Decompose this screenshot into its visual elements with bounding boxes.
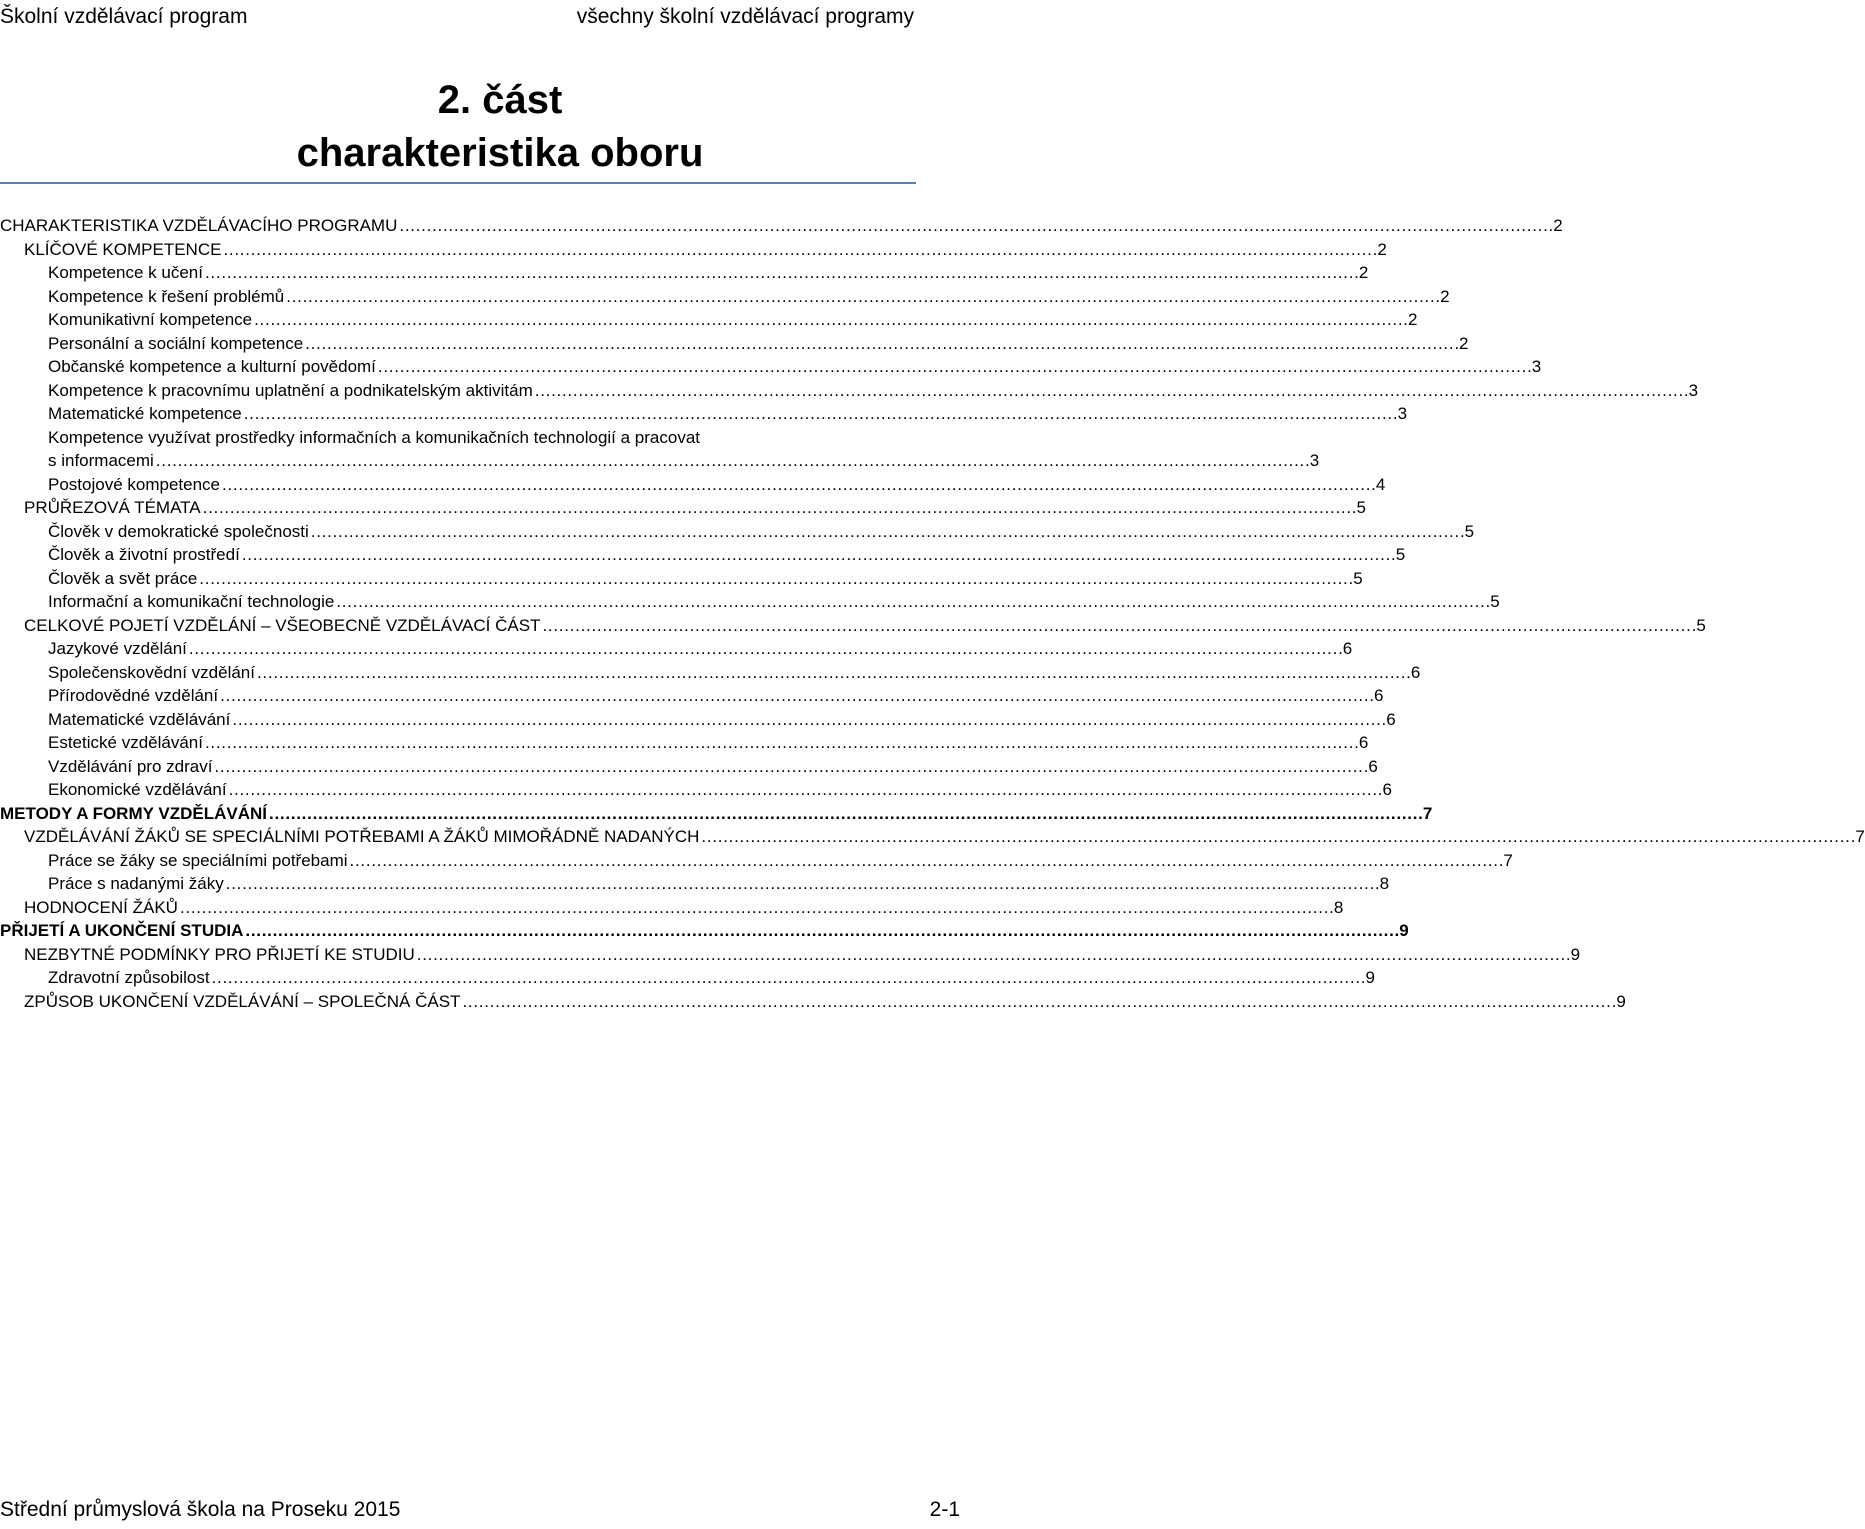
toc-page-number: 5 — [1353, 568, 1363, 588]
toc-entry[interactable] — [24, 238, 1387, 262]
toc-page-number: 4 — [1375, 474, 1386, 494]
toc-page-number: 6 — [1374, 686, 1384, 705]
toc-page-number: 3 — [1309, 451, 1320, 470]
page-footer — [0, 1495, 960, 1525]
toc-entry-text: Člověk v demokratické společnosti — [48, 521, 309, 541]
toc-dot-leader — [220, 684, 1372, 708]
toc-entry[interactable] — [24, 990, 1626, 1014]
toc-entry[interactable] — [48, 402, 1408, 426]
toc-page-number: 6 — [1386, 709, 1396, 729]
toc-page-number: 2 — [1553, 216, 1563, 235]
toc-dot-leader — [232, 708, 1384, 732]
toc-entry[interactable] — [48, 778, 1392, 802]
toc-page-number: 5 — [1395, 545, 1406, 564]
toc-entry-text: Estetické vzdělávání — [48, 733, 203, 752]
toc-page-number: 5 — [1490, 592, 1500, 611]
toc-entry[interactable] — [48, 379, 1699, 403]
toc-entry-text: ZPŮSOB UKONČENÍ VZDĚLÁVÁNÍ – SPOLEČNÁ ČÁST — [24, 991, 461, 1011]
toc-entry[interactable] — [48, 332, 1469, 356]
toc-entry[interactable] — [48, 731, 1369, 755]
toc-page-number: 3 — [1397, 404, 1408, 423]
toc-entry[interactable] — [48, 755, 1378, 779]
toc-page-number: 3 — [1531, 357, 1542, 376]
toc-dot-leader — [417, 943, 1569, 967]
toc-entry-text: PŘIJETÍ A UKONČENÍ STUDIA — [0, 921, 244, 940]
toc-page-number: 9 — [1616, 991, 1626, 1011]
toc-dot-leader — [205, 261, 1357, 285]
toc-dot-leader — [336, 590, 1488, 614]
toc-page-number: 9 — [1399, 921, 1409, 940]
toc-entry[interactable] — [48, 637, 1353, 661]
toc-page-number: 3 — [1688, 380, 1699, 400]
toc-page-number: 5 — [1356, 498, 1366, 517]
toc-dot-leader — [245, 919, 1397, 943]
toc-page-number: 2 — [1459, 333, 1469, 353]
toc-dot-leader — [305, 332, 1457, 356]
toc-entry-text: Jazykové vzdělání — [48, 639, 187, 658]
toc-page-number: 9 — [1365, 968, 1375, 987]
toc-entry[interactable] — [48, 590, 1500, 614]
toc-dot-leader — [311, 520, 1463, 544]
toc-entry[interactable] — [48, 567, 1363, 591]
toc-dot-leader — [229, 778, 1381, 802]
title-underline — [0, 182, 916, 184]
toc-entry[interactable] — [48, 543, 1406, 567]
toc-dot-leader — [350, 849, 1502, 873]
toc-entry-text: CELKOVÉ POJETÍ VZDĚLÁNÍ – VŠEOBECNĚ VZDĚLÁVACÍ ČÁST — [24, 615, 541, 635]
toc-dot-leader — [226, 872, 1378, 896]
toc-entry-text: VZDĚLÁVÁNÍ ŽÁKŮ SE SPECIÁLNÍMI POTŘEBAMI A ŽÁKŮ MIMOŘÁDNĚ NADANÝCH — [24, 827, 700, 846]
toc-entry[interactable] — [24, 943, 1581, 967]
toc-entry[interactable] — [24, 825, 1865, 849]
toc-dot-leader — [203, 496, 1355, 520]
toc-entry[interactable] — [24, 614, 1706, 638]
toc-entry[interactable] — [48, 684, 1384, 708]
toc-dot-leader — [244, 402, 1396, 426]
toc-dot-leader — [269, 802, 1421, 826]
toc-entry-text: HODNOCENÍ ŽÁKŮ — [24, 897, 178, 917]
header-left-text: Školní vzdělávací program — [0, 5, 248, 28]
toc-entry[interactable] — [24, 896, 1344, 920]
toc-entry-text: Práce s nadanými žáky — [48, 874, 224, 893]
toc-entry[interactable] — [0, 802, 1433, 826]
toc-entry[interactable] — [0, 214, 1563, 238]
toc-entry[interactable] — [48, 426, 1320, 473]
toc-entry[interactable] — [48, 355, 1542, 379]
table-of-contents — [0, 214, 1865, 1013]
toc-dot-leader — [199, 567, 1351, 591]
toc-entry-text: Občanské kompetence a kulturní povědomí — [48, 357, 376, 376]
toc-page-number: 6 — [1382, 780, 1392, 799]
toc-dot-leader — [214, 755, 1366, 779]
toc-entry-text: Informační a komunikační technologie — [48, 592, 335, 611]
title-line-2: charakteristika oboru — [296, 131, 704, 175]
toc-dot-leader — [378, 355, 1530, 379]
toc-dot-leader — [286, 285, 1438, 309]
toc-page-number: 6 — [1342, 639, 1353, 658]
toc-dot-leader — [180, 896, 1332, 920]
page-header — [0, 2, 960, 32]
toc-dot-leader — [542, 614, 1694, 638]
toc-entry-text: Společenskovědní vzdělání — [48, 662, 255, 682]
toc-entry-text: Přírodovědné vzdělání — [48, 686, 219, 705]
toc-dot-leader — [205, 731, 1357, 755]
toc-entry-text: Kompetence k učení — [48, 263, 203, 282]
toc-dot-leader — [535, 379, 1687, 403]
toc-entry[interactable] — [24, 496, 1366, 520]
toc-entry-text: Postojové kompetence — [48, 474, 220, 494]
toc-entry-text: Práce se žáky se speciálními potřebami — [48, 850, 348, 870]
toc-entry[interactable] — [48, 473, 1386, 497]
toc-dot-leader — [223, 238, 1375, 262]
toc-entry[interactable] — [0, 919, 1409, 943]
toc-entry-text: Komunikativní kompetence — [48, 310, 253, 329]
toc-entry-text: Člověk a životní prostředí — [48, 545, 240, 564]
toc-page-number: 8 — [1379, 874, 1390, 893]
toc-dot-leader — [189, 637, 1341, 661]
toc-dot-leader — [242, 543, 1394, 567]
toc-dot-leader — [212, 966, 1364, 990]
toc-entry-text: CHARAKTERISTIKA VZDĚLÁVACÍHO PROGRAMU — [0, 216, 398, 235]
toc-page-number: 7 — [1503, 850, 1513, 870]
header-right-text: všechny školní vzdělávací programy — [576, 5, 914, 28]
toc-dot-leader — [156, 449, 1308, 473]
toc-dot-leader — [462, 990, 1614, 1014]
toc-dot-leader — [222, 473, 1374, 497]
toc-entry-text: Personální a sociální kompetence — [48, 333, 304, 353]
toc-entry[interactable] — [48, 520, 1475, 544]
toc-entry-text: Matematické kompetence — [48, 404, 242, 423]
toc-entry-text: s informacemi — [48, 451, 154, 470]
toc-entry-text: Člověk a svět práce — [48, 568, 198, 588]
toc-entry[interactable] — [48, 285, 1450, 309]
toc-page-number: 2 — [1408, 310, 1418, 329]
toc-entry[interactable] — [48, 661, 1421, 685]
toc-page-number: 7 — [1422, 803, 1433, 823]
toc-dot-leader — [257, 661, 1409, 685]
toc-page-number: 6 — [1368, 756, 1378, 776]
toc-entry[interactable] — [48, 308, 1418, 332]
toc-page-number: 8 — [1333, 897, 1344, 917]
toc-page-number: 5 — [1464, 521, 1475, 541]
toc-dot-leader — [399, 214, 1551, 238]
toc-entry-text: Kompetence k pracovnímu uplatnění a podnikatelským aktivitám — [48, 380, 533, 400]
footer-left-text: Střední průmyslová škola na Proseku 2015 — [0, 1498, 401, 1521]
toc-page-number: 6 — [1410, 662, 1421, 682]
toc-page-number: 9 — [1570, 944, 1581, 964]
toc-page-number: 5 — [1696, 615, 1706, 635]
toc-page-number: 2 — [1358, 263, 1369, 282]
toc-entry-text: Kompetence k řešení problémů — [48, 286, 285, 306]
toc-entry-text: Vzdělávání pro zdraví — [48, 756, 213, 776]
toc-entry[interactable] — [48, 261, 1369, 285]
toc-entry-text: Ekonomické vzdělávání — [48, 780, 227, 799]
toc-entry-text: Zdravotní způsobilost — [48, 968, 210, 987]
toc-entry[interactable] — [48, 849, 1513, 873]
toc-entry[interactable] — [48, 708, 1396, 732]
toc-entry-text: Matematické vzdělávání — [48, 709, 231, 729]
toc-page-number: 2 — [1440, 286, 1450, 306]
toc-page-number: 7 — [1855, 827, 1865, 846]
toc-page-number: 6 — [1358, 733, 1369, 752]
toc-dot-leader — [254, 308, 1406, 332]
toc-entry-text: METODY A FORMY VZDĚLÁVÁNÍ — [0, 803, 267, 823]
toc-entry-text-line1: Kompetence využívat prostředky informačních a komunikačních technologií a pracovat — [48, 427, 701, 447]
title-line-1: 2. část — [437, 78, 563, 122]
toc-entry-text: NEZBYTNÉ PODMÍNKY PRO PŘIJETÍ KE STUDIU — [24, 944, 415, 964]
toc-dot-leader — [701, 825, 1853, 849]
page-title — [0, 74, 1000, 180]
footer-page-number: 2-1 — [929, 1498, 960, 1521]
toc-entry-text: KLÍČOVÉ KOMPETENCE — [24, 239, 222, 259]
toc-entry[interactable] — [48, 872, 1390, 896]
toc-entry[interactable] — [48, 966, 1375, 990]
toc-entry-text: PRŮŘEZOVÁ TÉMATA — [24, 498, 201, 517]
toc-page-number: 2 — [1377, 239, 1387, 259]
